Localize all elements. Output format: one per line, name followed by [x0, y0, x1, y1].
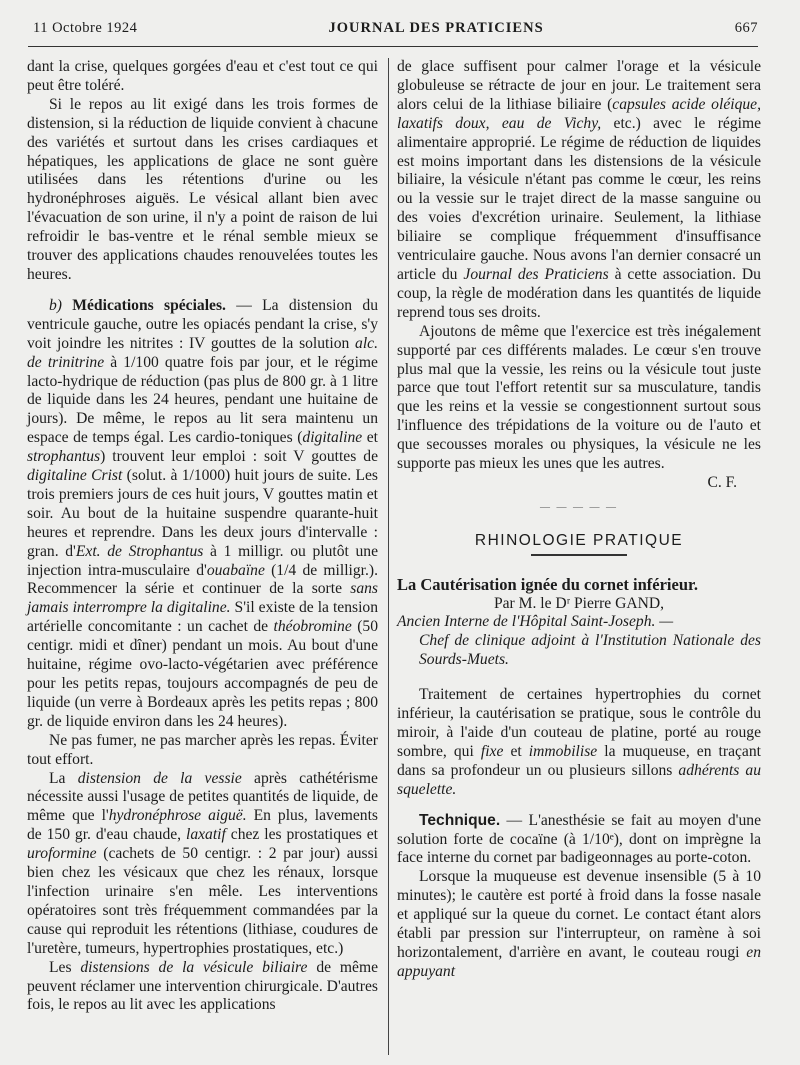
- text: Traitement de certaines hypertrophies du cornet inférieur, la cautérisation se pratique, sous le contrôle du miroir, à l'aide d'un couteau de platine, porté au rouge sombre, qui: [397, 686, 761, 760]
- paragraph: Si le repos au lit exigé dans les trois formes de distension, si la réduction de liquide convient à chacune des variétés et surtout dans les crises cardiaques et hépatiques, les applications de glace ne sont guère utilisées dans les rétentions d'urine ou les hydronéphroses aiguës. Le vésical allant bien avec l'évacuation de son urine, il n'y a point de raison de lui refroidir le bas-ventre et le rénal semble mieux se trouver des applications chaudes renouvelées toutes les heures.: [27, 95, 378, 283]
- text: — L'anesthésie se fait au moyen d'une solution forte de cocaïne (à 1/10ᵉ), dont on imprègne la face interne du cornet par badigeonnages au porte-coton.: [397, 811, 761, 867]
- paragraph: [397, 686, 761, 799]
- header-rule: [28, 46, 758, 47]
- text: (solut. à 1/1000) huit jours de suite. Les trois premiers jours de ces huit jours, V gouttes matin et soir. Au bout de la huitaine suspendre quarante-huit heures et reprendre. Dans les deux jours d'intervalle : gran. d': [27, 467, 378, 560]
- section-separator: — — — — —: [540, 501, 618, 513]
- header-date: 11 Octobre 1924: [33, 20, 138, 36]
- subsection-heading: Technique.: [419, 811, 501, 829]
- subsection-heading: Médications spéciales.: [72, 296, 226, 314]
- text: ) trouvent leur emploi : soit V gouttes de: [100, 448, 378, 466]
- paragraph: [397, 868, 761, 981]
- text: après cathétérisme nécessite aussi l'usage de petites quantités de liquide, de même que l': [27, 769, 378, 825]
- italic-text: Ext. de Strophantus: [75, 542, 204, 560]
- right-column: [397, 58, 761, 982]
- italic-text: alc. de trinitrine: [27, 334, 378, 371]
- paragraph: [27, 770, 378, 959]
- italic-text: uroformine: [27, 845, 97, 863]
- text: S'il existe de la tension artérielle concomitante : un cachet de: [27, 599, 378, 636]
- section-heading-rule: [531, 554, 627, 556]
- text: (cachets de 50 centigr. : 2 par jour) aussi bien chez les vésicaux que chez les rénaux, lorsque l'infection urinaire s'en mêle. Les interventions opératoires sont très fréquemment commandées par la cause qui reproduit les rétentions (lithiase, coudures de l'uretère, tumeurs, hypertrophies prostatiques, etc.): [27, 845, 378, 957]
- article-title: La Cautérisation ignée du cornet inférieur.: [397, 574, 698, 594]
- italic-text: sans jamais interrompre la digitaline.: [27, 580, 378, 617]
- text: Les: [49, 958, 81, 976]
- list-marker: b): [49, 296, 62, 314]
- text: (1/4 de milligr.). Recommencer la série et continuer de la sorte: [27, 561, 378, 598]
- text: à 1/100 quatre fois par jour, et le régime lacto-hydrique de réduction (pas plus de 800 gr. à 1 litre de liquide dans les 24 heures, pendant une huitaine de jours). De même, le repos au lit sera maintenu un espace de temps égal. Les cardio-toniques (: [27, 353, 378, 447]
- author-signature: C. F.: [707, 473, 737, 491]
- text: de même peuvent réclamer une intervention chirurgicale. D'autres fois, le repos au lit avec les applications: [27, 958, 378, 1014]
- italic-text: immobilise: [528, 742, 598, 760]
- paragraph: [397, 812, 761, 869]
- paragraph: [27, 959, 378, 1016]
- paragraph: dant la crise, quelques gorgées d'eau et c'est tout ce qui peut être toléré.: [27, 58, 378, 94]
- text: à 1 milligr. ou plutôt une injection intra-musculaire d': [27, 542, 379, 579]
- article-author: Par M. le Dʳ Pierre GAND,: [493, 594, 665, 612]
- italic-text: hydronéphrose aiguë.: [108, 807, 247, 825]
- italic-text: ouabaïne: [206, 561, 265, 579]
- text: La: [49, 769, 78, 787]
- text: de glace suffisent pour calmer l'orage et la vésicule globuleuse se rétracte de jour en jour. Le traitement sera alors celui de la lithiase biliaire (: [397, 58, 761, 113]
- text: etc.) avec le régime alimentaire approprié. Le régime de réduction de liquides est moins important dans les distensions de la vésicule biliaire, la vésicule n'étant pas comme le cœur, les reins ou la vessie sur le trajet direct de la masse sanguine ou des voies d'excrétion urinaire. Seulement, la lithiase biliaire se complique fréquemment d'insuffisance ventriculaire gauche. Nous avons l'an dernier consacré un article du: [397, 114, 762, 283]
- italic-text: laxatif: [186, 826, 226, 844]
- text: chez les prostatiques et: [225, 826, 378, 844]
- text: En plus, lavements de 150 gr. d'eau chaude,: [27, 807, 378, 844]
- italic-text: Journal des Praticiens: [463, 265, 609, 283]
- text: — La distension du ventricule gauche, outre les opiacés pendant la crise, s'y voit joindre les nitrites : IV gouttes de la solution: [27, 296, 378, 352]
- italic-text: fixe: [480, 742, 504, 760]
- running-header: [33, 20, 758, 42]
- text: et: [362, 429, 378, 447]
- left-column: [27, 58, 378, 1015]
- italic-text: capsules acide oléique, laxatifs doux, eau de Vichy,: [397, 95, 761, 132]
- header-journal-title: JOURNAL DES PRATICIENS: [328, 20, 544, 36]
- paragraph: Ne pas fumer, ne pas marcher après les repas. Éviter tout effort.: [27, 731, 378, 768]
- italic-text: distensions de la vésicule biliaire: [80, 958, 308, 976]
- paragraph: [27, 297, 378, 732]
- text: et: [503, 742, 529, 760]
- italic-text: strophantus: [27, 448, 101, 466]
- column-divider: [388, 58, 389, 1055]
- author-affiliation: Chef de clinique adjoint à l'Institution Nationale des Sourds-Muets.: [419, 632, 761, 669]
- author-affiliation: Ancien Interne de l'Hôpital Saint-Joseph. —: [397, 613, 674, 631]
- text: la muqueuse, en traçant dans sa profondeur un ou plusieurs sillons: [397, 742, 761, 779]
- italic-text: distension de la vessie: [77, 769, 242, 787]
- italic-text: en appuyant: [397, 943, 761, 980]
- text: (50 centigr. midi et dîner) pendant un mois. Au bout d'une huitaine, régime ovo-lacto-végétarien avec préférence pour les petits repas, toujours accompagnés de peu de liquide (un verre à Bordeaux après les petits repas ; 800 gr. de liquide environ dans les 24 heures).: [27, 618, 379, 730]
- italic-text: digitaline: [302, 429, 363, 447]
- italic-text: adhérents au squelette.: [397, 761, 761, 798]
- paragraph: Ajoutons de même que l'exercice est très inégalement supporté par ces différents malades. Le cœur s'en trouve plus mal que la vessie, les reins ou la vésicule tout juste parce que tout l'effort retentit sur sa musculature, tandis que les reins et la vessie se congestionnent surtout sous l'influence des trépidations de la voiture ou de l'auto et que secousses morales ou physiques, la vésicule ne les supporte pas mieux les unes que les autres.: [397, 322, 761, 473]
- italic-text: digitaline Crist: [27, 467, 123, 485]
- italic-text: théobromine: [273, 618, 352, 636]
- section-heading: RHINOLOGIE PRATIQUE: [474, 531, 684, 549]
- header-page-number: 667: [734, 20, 758, 36]
- text: à cette association. Du coup, la règle de modération dans les quantités de liquide reprend tous ses droits.: [397, 265, 761, 321]
- paragraph: [397, 58, 761, 323]
- text: Lorsque la muqueuse est devenue insensible (5 à 10 minutes); le cautère est porté à froid dans la fosse nasale et appliqué sur la queue du cornet. Le contact étant alors établi par pression sur l'interrupteur, on ramène à soi horizontalement, d'arrière en avant, le couteau rougi: [397, 868, 761, 961]
